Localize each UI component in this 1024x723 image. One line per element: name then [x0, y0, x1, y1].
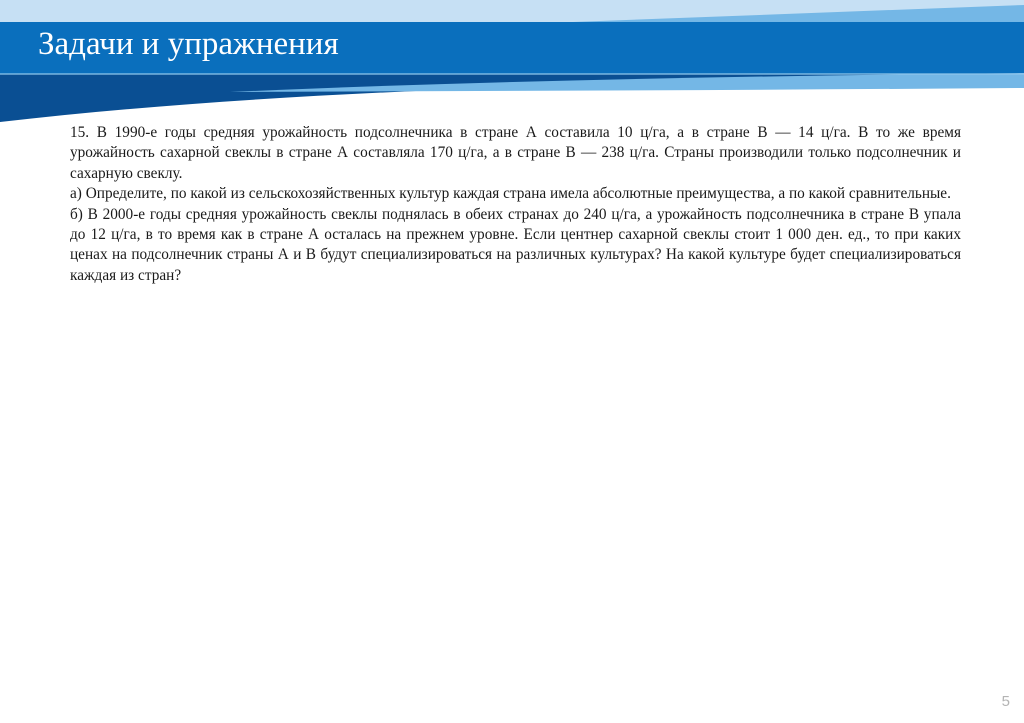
page-number: 5 — [1001, 693, 1010, 710]
question-a-paragraph: а) Определите, по какой из сельскохозяйственных культур каждая страна имела абсолютные преимущества, а по какой сравнительные. — [70, 185, 951, 203]
problem-statement-paragraph: 15. В 1990-е годы средняя урожайность подсолнечника в стране А составила 10 ц/га, а в стране В — 14 ц/га. В то же время урожайность сахарной свеклы в стране А составляла 170 ц/га, а в стране В — 238 ц/га. Страны производили только подсолнечник и сахарную свеклу. — [70, 124, 961, 182]
problem-text-body — [70, 123, 961, 286]
question-b-paragraph: б) В 2000-е годы средняя урожайность свеклы поднялась в обеих странах до 240 ц/га, а урожайность подсолнечника в стране В упала до 12 ц/га, в то время как в стране А осталась на прежнем уровне. Если центнер сахарной свеклы стоит 1 000 ден. ед., то при каких ценах на подсолнечник страны А и В будут специализироваться на различных культурах? На какой культуре будет специализироваться каждая из стран? — [70, 205, 961, 284]
slide-title: Задачи и упражнения — [38, 26, 339, 62]
